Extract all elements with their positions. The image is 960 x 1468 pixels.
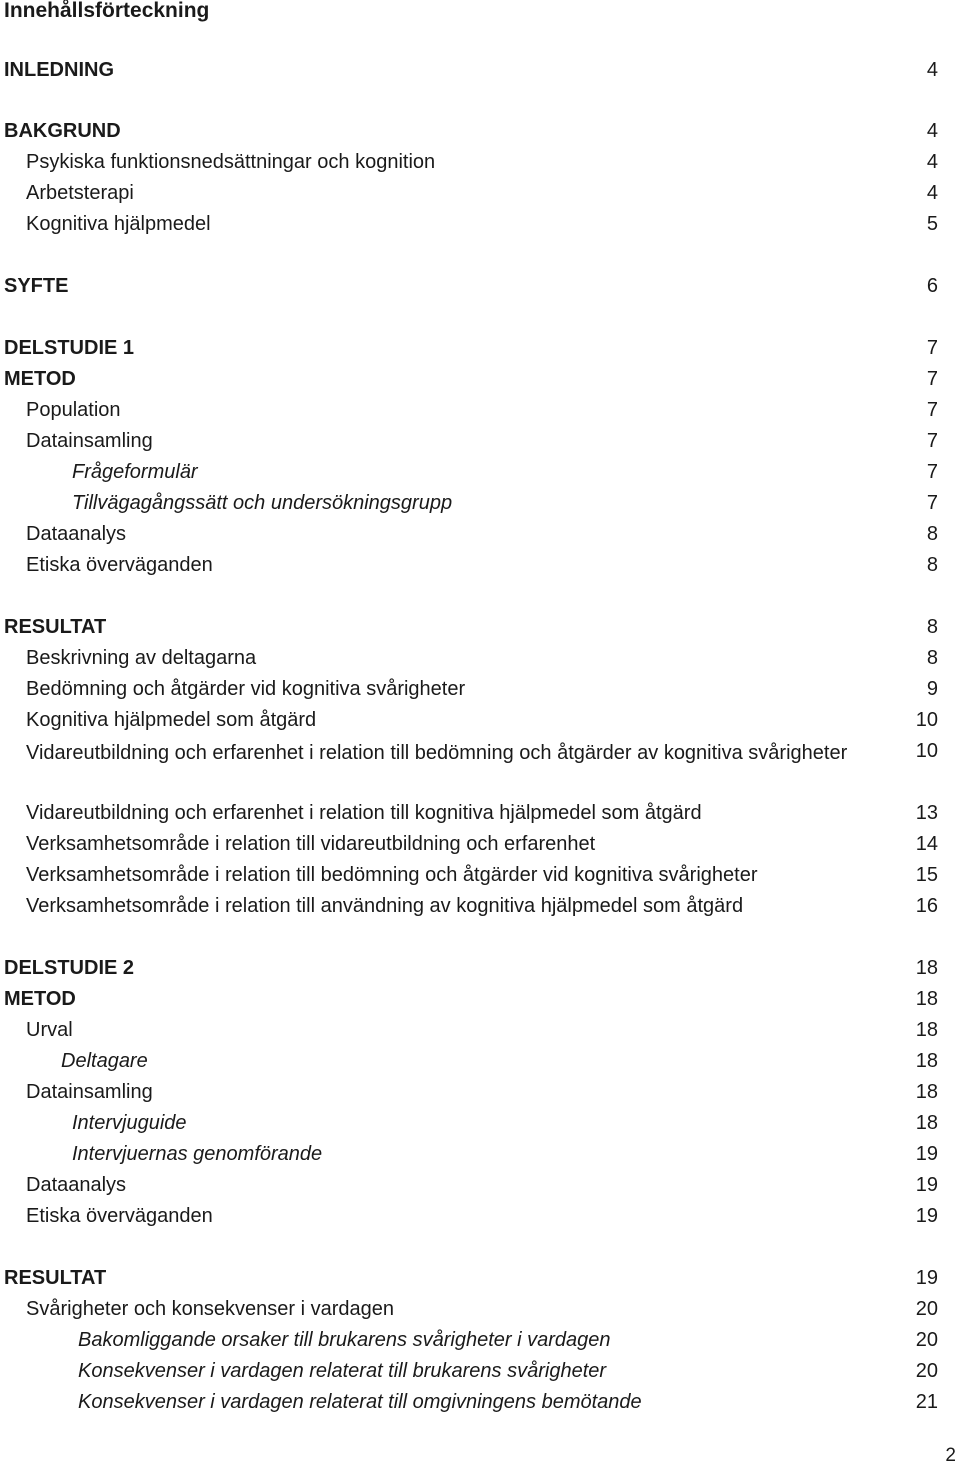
toc-entry[interactable] [0, 645, 960, 671]
toc-entry-page: 15 [915, 864, 938, 886]
toc-entry-page: 20 [915, 1329, 938, 1351]
toc-entry[interactable] [0, 521, 960, 547]
toc-entry[interactable] [0, 428, 960, 454]
toc-entry-page: 6 [926, 275, 938, 297]
toc-entry-label: Verksamhetsområde i relation till bedömning och åtgärder vid kognitiva svårigheter [26, 864, 758, 886]
toc-entry-page: 18 [915, 1081, 938, 1103]
toc-entry-label: Beskrivning av deltagarna [26, 647, 257, 669]
toc-entry-page: 10 [915, 709, 938, 731]
toc-entry-label: Tillvägagångssätt och undersökningsgrupp [72, 492, 453, 514]
toc-entry-page: 13 [915, 802, 938, 824]
toc-entry-page: 8 [926, 647, 938, 669]
toc-entry-label: Bedömning och åtgärder vid kognitiva svårigheter [26, 678, 466, 700]
toc-entry-page: 7 [926, 399, 938, 421]
toc-entry-page: 20 [915, 1298, 938, 1320]
toc-entry[interactable] [0, 1017, 960, 1043]
toc-entry[interactable] [0, 459, 960, 485]
toc-entry-label: Vidareutbildning och erfarenhet i relation till bedömning och åtgärder av kognitiva svårigheter [26, 742, 848, 764]
toc-entry-label: DELSTUDIE 1 [4, 337, 135, 359]
toc-entry-page: 7 [926, 337, 938, 359]
toc-entry[interactable] [0, 180, 960, 206]
toc-entry-label: Vidareutbildning och erfarenhet i relation till kognitiva hjälpmedel som åtgärd [26, 802, 702, 824]
toc-entry-label: Bakomliggande orsaker till brukarens svårigheter i vardagen [78, 1329, 611, 1351]
toc-entry-page: 19 [915, 1143, 938, 1165]
toc-entry-page: 19 [915, 1267, 938, 1289]
toc-entry[interactable] [0, 831, 960, 857]
toc-entry[interactable] [0, 366, 960, 392]
toc-entry[interactable] [0, 676, 960, 702]
toc-entry-label: RESULTAT [4, 1267, 107, 1289]
toc-entry-page: 18 [915, 1112, 938, 1134]
toc-entry-label: METOD [4, 988, 76, 1010]
toc-entry-page: 4 [926, 182, 938, 204]
toc-entry[interactable] [0, 1172, 960, 1198]
toc-entry[interactable] [0, 1203, 960, 1229]
toc-entry[interactable] [0, 707, 960, 733]
toc-entry-page: 8 [926, 554, 938, 576]
toc-entry-label: Kognitiva hjälpmedel [26, 213, 211, 235]
toc-entry-label: Konsekvenser i vardagen relaterat till brukarens svårigheter [78, 1360, 607, 1382]
toc-entry-page: 7 [926, 368, 938, 390]
toc-entry-label: BAKGRUND [4, 120, 121, 142]
toc-entry-page: 8 [926, 616, 938, 638]
toc-entry-page: 18 [915, 1019, 938, 1041]
toc-entry[interactable] [0, 57, 960, 83]
toc-entry-label: Dataanalys [26, 1174, 127, 1196]
toc-entry[interactable] [0, 552, 960, 578]
toc-entry-label: Urval [26, 1019, 73, 1041]
toc-entry[interactable] [0, 862, 960, 888]
page-title: Innehållsförteckning [4, 0, 210, 22]
toc-entry[interactable] [0, 1265, 960, 1291]
toc-entry-label: Intervjuguide [72, 1112, 187, 1134]
toc-entry-page: 5 [926, 213, 938, 235]
toc-entry-label: Verksamhetsområde i relation till användning av kognitiva hjälpmedel som åtgärd [26, 895, 744, 917]
toc-entry-label: METOD [4, 368, 76, 390]
toc-entry-label: RESULTAT [4, 616, 107, 638]
toc-entry-page: 14 [915, 833, 938, 855]
toc-entry[interactable] [0, 1389, 960, 1415]
page-number: 2 [945, 1445, 956, 1466]
toc-entry-label: Arbetsterapi [26, 182, 134, 204]
toc-entry[interactable] [0, 1110, 960, 1136]
toc-entry-label: Datainsamling [26, 430, 153, 452]
toc-entry-page: 8 [926, 523, 938, 545]
toc-entry-page: 16 [915, 895, 938, 917]
toc-entry-page: 7 [926, 492, 938, 514]
toc-entry[interactable] [0, 738, 960, 794]
toc-entry-page: 7 [926, 430, 938, 452]
toc-entry-page: 9 [926, 678, 938, 700]
toc-entry-page: 7 [926, 461, 938, 483]
toc-entry-label: Datainsamling [26, 1081, 153, 1103]
toc-entry-page: 4 [926, 151, 938, 173]
toc-entry-label: Intervjuernas genomförande [72, 1143, 323, 1165]
toc-entry-label: Verksamhetsområde i relation till vidareutbildning och erfarenhet [26, 833, 596, 855]
toc-entry[interactable] [0, 955, 960, 981]
toc-entry-page: 19 [915, 1205, 938, 1227]
toc-entry[interactable] [0, 1358, 960, 1384]
toc-entry-label: Svårigheter och konsekvenser i vardagen [26, 1298, 394, 1320]
toc-entry[interactable] [0, 397, 960, 423]
toc-entry[interactable] [0, 986, 960, 1012]
toc-entry[interactable] [0, 1141, 960, 1167]
toc-entry-label: Etiska överväganden [26, 1205, 213, 1227]
toc-entry[interactable] [0, 800, 960, 826]
toc-entry-label: Dataanalys [26, 523, 127, 545]
toc-entry-page: 4 [926, 120, 938, 142]
toc-entry[interactable] [0, 1048, 960, 1074]
toc-entry-label: SYFTE [4, 275, 69, 297]
toc-entry[interactable] [0, 273, 960, 299]
toc-entry-page: 18 [915, 1050, 938, 1072]
toc-entry[interactable] [0, 1296, 960, 1322]
toc-entry-label: INLEDNING [4, 59, 114, 81]
toc-entry-page: 4 [926, 59, 938, 81]
toc-entry[interactable] [0, 490, 960, 516]
toc-entry-label: DELSTUDIE 2 [4, 957, 135, 979]
toc-entry[interactable] [0, 211, 960, 237]
toc-entry[interactable] [0, 614, 960, 640]
toc-entry-page: 20 [915, 1360, 938, 1382]
toc-entry-label: Psykiska funktionsnedsättningar och kognition [26, 151, 436, 173]
toc-entry-label: Population [26, 399, 121, 421]
toc-entry-label: Deltagare [61, 1050, 148, 1072]
toc-entry-page: 18 [915, 988, 938, 1010]
toc-entry[interactable] [0, 149, 960, 175]
toc-entry-label: Konsekvenser i vardagen relaterat till omgivningens bemötande [78, 1391, 642, 1413]
toc-entry[interactable] [0, 893, 960, 919]
toc-entry[interactable] [0, 1079, 960, 1105]
toc-entry-page: 21 [915, 1391, 938, 1413]
toc-entry-page: 18 [915, 957, 938, 979]
toc-entry-page: 19 [915, 1174, 938, 1196]
toc-entry[interactable] [0, 335, 960, 361]
toc-entry-label: Kognitiva hjälpmedel som åtgärd [26, 709, 317, 731]
toc-entry[interactable] [0, 1327, 960, 1353]
toc-entry-page: 10 [915, 740, 938, 762]
toc-entry-label: Frågeformulär [72, 461, 198, 483]
toc-entry-label: Etiska överväganden [26, 554, 213, 576]
toc-entry[interactable] [0, 118, 960, 144]
